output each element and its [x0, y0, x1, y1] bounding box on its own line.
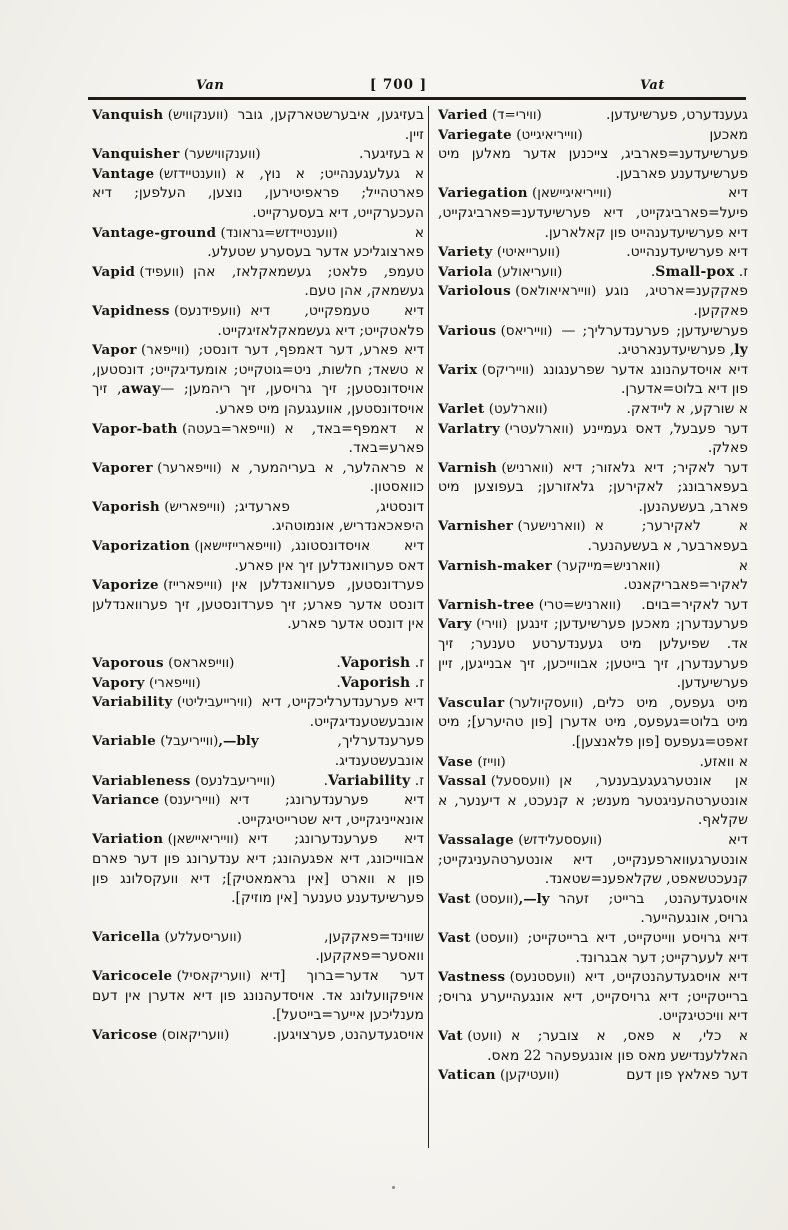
gloss: דיא גרויסע ווייטקייט, דיא ברייטקייט; דיא לעערקייט; דער אבגרונד.	[527, 929, 748, 966]
gloss: פערענדערן; מאכען פערשיעדען; זינגען אד. שפיעלען מיט געענדערטע טענער; זיך פערענדערן, זיך בייטען; אבווייכען, זיך אבנייגען, זיין פערשיעדען.	[438, 616, 748, 692]
pronunciation: (וועריסעללע)	[164, 929, 242, 945]
headword	[92, 928, 242, 948]
pronunciation: (ווענקוויש)	[167, 108, 229, 123]
pronunciation: (ווארניש=מייקער)	[556, 558, 661, 574]
headword-text: Varix	[438, 361, 478, 378]
headword-text: Vapidness	[92, 302, 170, 319]
dictionary-entry	[92, 106, 424, 145]
pronunciation: (ווייריאיגייט)	[516, 127, 583, 143]
scan-artifact-dot	[392, 1186, 395, 1189]
headword-text: Vantage	[92, 165, 155, 182]
gloss: א לאקירער; א בעפארבער, א בעשעהנער.	[587, 518, 748, 555]
dictionary-entry	[438, 322, 748, 361]
headword	[438, 106, 542, 126]
pronunciation: (ווייפאר)	[140, 343, 190, 359]
gloss: דיא אונטערגעווארפענקייט, דיא אונטערטהעניגקייט; קנעכטשאפט, שקלאפענ=שטאנד.	[438, 831, 748, 888]
pronunciation: (ווייפארער)	[157, 460, 222, 476]
headword-text: Varicose	[92, 1026, 158, 1043]
headword-text: Variety	[438, 244, 493, 261]
dictionary-entry	[92, 732, 424, 771]
gloss: דיא פערשיעדענהייט.	[626, 244, 748, 261]
dictionary-entry	[92, 772, 424, 792]
gloss: בעזיגען, איבערשטארקען, גובר זיין.	[237, 107, 424, 143]
headword-text: Variance	[92, 792, 160, 809]
dictionary-entry	[92, 674, 424, 694]
dictionary-entry	[438, 557, 748, 596]
headword-text: Vapor-bath	[92, 420, 178, 437]
headword	[92, 830, 239, 850]
headword	[92, 537, 282, 557]
pronunciation: (וועריקאסיל)	[176, 968, 252, 984]
gloss: ז. Vaporish.	[336, 655, 424, 672]
pronunciation: (ווארלעטרי)	[504, 421, 574, 437]
dictionary-entry	[438, 400, 748, 420]
headword-text: Vantage-ground	[92, 224, 217, 241]
gloss: אן אונטערגעגעבענער, אן אונטערטהעניגטער מענש; א קנעכט, א דיענער, א שקלאף.	[438, 773, 748, 829]
dictionary-entry	[438, 1027, 748, 1066]
headword-text: Vastness	[438, 969, 506, 986]
pronunciation: (ווייריענס)	[163, 793, 221, 809]
dictionary-entry	[92, 145, 424, 165]
headword-text: Vapor	[92, 342, 137, 359]
pronunciation: (וועט)	[467, 1028, 503, 1044]
pronunciation: (ווייריעבל)	[160, 734, 219, 750]
gloss: דיא פערענדערונג; דיא אבווייכונג, דיא אפגעהונג; דיא ענדערונג פון דער פארם פון א ווארט [אין גראמאטיק]; דיא וועקסלונג פון פערשיעדענע טענער [אין מוזיק].	[92, 831, 424, 907]
pronunciation: (ווארניש)	[501, 460, 554, 476]
dictionary-entry	[92, 830, 424, 908]
gloss: א בעזיגער.	[358, 146, 424, 163]
gloss: א געלעגענהייט; א נוץ, א פארטהייל; פראפיטירען, נוצען, העלפען; דיא העכערקייט, דיא בעסערקייט.	[92, 165, 424, 221]
dictionary-entry	[438, 282, 748, 321]
headword	[92, 224, 338, 244]
headword	[438, 831, 602, 851]
headword	[92, 106, 229, 126]
gloss: דיא פערענדערונג; דיא אונאייניגקייט, דיא שטרייטיגקייט.	[229, 792, 424, 828]
gloss: דער פעבעל, דאס געמיינע פאלק.	[582, 420, 748, 457]
headword	[438, 557, 660, 577]
dictionary-entry	[438, 184, 748, 243]
dictionary-entry	[438, 929, 748, 968]
text-columns	[92, 106, 748, 1148]
dictionary-entry	[438, 517, 748, 556]
pronunciation: (ווייריאיישאן)	[167, 832, 239, 848]
headword-text: Varlet	[438, 400, 485, 417]
pronunciation: (ווארנישער)	[517, 519, 586, 535]
headword-text: Vaporer	[92, 459, 153, 476]
pronunciation: (וועפיד)	[139, 264, 185, 280]
dictionary-entry	[92, 576, 424, 635]
headword	[438, 322, 553, 342]
headword	[92, 341, 190, 361]
headword-text: Variable	[92, 733, 157, 750]
headword-text: Varied	[438, 107, 488, 123]
headword	[92, 791, 220, 811]
headword	[438, 420, 574, 440]
headword	[92, 145, 261, 165]
dictionary-entry	[438, 596, 748, 616]
headword	[92, 732, 259, 752]
pronunciation: (וועסט)	[475, 930, 519, 946]
gloss: מאכען פערשיעדענ=פארביג, צייכנען אדער מאלען מיט פערשיעדענע פארבען.	[438, 126, 748, 182]
gloss: דיא פארע, דער דאמפף, דער דונסט; א טשאד; חלשות, ניט=גוטקייט; אומעדיגקייט; דונסטען, אויסדונסטען; זיך גרויסען, זיך ריהמען; —away, זיך אויסדונסטען, אוועגגעהן מיט פארע.	[92, 342, 424, 417]
pronunciation: (ווערייאיטי)	[496, 245, 561, 261]
dictionary-entry	[438, 890, 748, 929]
dictionary-entry	[92, 420, 424, 459]
dictionary-entry	[438, 831, 748, 890]
headword-text: Varnish-maker	[438, 557, 553, 574]
gloss: דיא פיעל=פארביגקייט, דיא פערשיעדענ=פארביגקייט, דיא פערשיעדענהייט פון קאלארען.	[438, 185, 748, 241]
pronunciation: (ווייראיאולאס)	[515, 284, 597, 300]
dictionary-entry	[438, 106, 748, 126]
gloss: געענדערט, פערשיעדען.	[606, 107, 748, 123]
headword	[92, 772, 275, 792]
headword-text: Vassalage	[438, 831, 514, 848]
headword	[438, 772, 550, 792]
headword-text: Variola	[438, 263, 493, 280]
gloss: דער לאקיר=בוים.	[641, 596, 748, 613]
headword-text: Vast	[438, 890, 471, 907]
headword	[438, 184, 612, 204]
pronunciation: (וועטיקען)	[500, 1068, 560, 1084]
headword	[92, 498, 225, 518]
headword-text: Vast	[438, 929, 471, 946]
gloss: א פארצוגליכע אדער בעסערע שטעלע.	[207, 224, 424, 261]
dictionary-entry	[92, 1026, 424, 1046]
headword-text: Vapory	[92, 674, 145, 691]
pronunciation: (ווענטיידזש=גראונד)	[220, 225, 338, 241]
pronunciation: (ווענקווישער)	[183, 147, 261, 163]
pronunciation: (ווייפאראס)	[168, 656, 235, 672]
headword-text: Vaporization	[92, 538, 191, 555]
pronunciation: (ווארלעט)	[488, 401, 548, 417]
dictionary-entry	[438, 968, 748, 1027]
headword-text: Varicocele	[92, 967, 173, 984]
headword-text: Variation	[92, 831, 164, 848]
gloss: דיא אויסדעהנונג אדער שפרענגונג פון דיא בלוט=אדערן.	[543, 361, 748, 398]
dictionary-entry	[438, 126, 748, 185]
pronunciation: (וועססעל)	[490, 774, 551, 790]
pronunciation: (ווייפארי)	[149, 675, 201, 691]
header-rule	[88, 97, 746, 100]
dictionary-entry	[438, 615, 748, 693]
headword	[92, 576, 222, 596]
headword-text: Varnish	[438, 459, 498, 476]
headword-text: Variegation	[438, 185, 528, 202]
gloss: ז. Variability.	[323, 772, 424, 789]
gloss: א שורקע, א ליידאק.	[626, 400, 748, 417]
gloss: דיא אויסגעדעהנטקייט, דיא ברייטקייט; דיא גרויסקייט, דיא אונגעהייערע גרויס; דיא וויכטיגקייט.	[438, 969, 748, 1025]
gloss: א כלי, א פאס, א צובער; א האללענדישע מאס פון אונגעפעהר 22 מאס.	[487, 1027, 748, 1064]
page-number: [ 700 ]	[369, 77, 428, 93]
dictionary-entry	[92, 693, 424, 732]
dictionary-entry	[92, 791, 424, 830]
headword	[438, 929, 519, 949]
headword	[92, 302, 241, 322]
headword	[438, 1027, 502, 1047]
dictionary-entry	[438, 772, 748, 831]
headword	[92, 693, 253, 713]
gloss: א וואזע.	[699, 753, 748, 770]
headword-text: Various	[438, 322, 497, 339]
headword-text: Variolous	[438, 283, 511, 300]
dictionary-entry	[92, 341, 424, 419]
pronunciation: (ווייפאר=בעטה)	[181, 421, 276, 437]
gloss: פערשיעדען; פערענדערליך; —ly, פערשיעדענארטיג.	[561, 322, 748, 359]
gloss: א פראהלער, א בעריהמער, א כוואסטון.	[230, 459, 424, 496]
pronunciation: (ווירייעביליטי)	[176, 695, 253, 711]
pronunciation: (ווייריקס)	[481, 362, 535, 378]
headword	[438, 968, 576, 988]
dictionary-entry	[92, 302, 424, 341]
gloss: שווינד=פאקקען, וואסער=פאקקען.	[315, 928, 424, 965]
headword-text: Vassal	[438, 773, 487, 790]
pronunciation: (וועריקאוס)	[161, 1027, 230, 1043]
headword	[438, 615, 507, 635]
pronunciation: (ווענטיידזש)	[158, 166, 227, 182]
gloss: א דאמפף=באד, א פארע=באד.	[284, 420, 424, 457]
headword	[92, 263, 184, 283]
headword	[92, 459, 222, 479]
pronunciation: (וועסט)	[475, 891, 519, 907]
gloss: דער פאלאץ פון דעם	[626, 1067, 748, 1084]
running-head-right: Vat	[640, 78, 665, 93]
dictionary-entry	[92, 928, 424, 967]
headword-text: Varicella	[92, 928, 161, 945]
dictionary-entry	[438, 420, 748, 459]
pronunciation: (ווייריעבלנעס)	[194, 773, 276, 789]
gloss: ז. Small-pox.	[650, 263, 748, 280]
headword	[438, 1066, 559, 1086]
headword-text: Vapid	[92, 263, 136, 280]
dictionary-entry	[438, 263, 748, 283]
pronunciation: (וועסטנעס)	[509, 970, 576, 986]
pronunciation: (ווירי=ד)	[491, 108, 542, 123]
pronunciation: (ווייריאיגיישאן)	[532, 186, 612, 202]
headword-text: Vat	[438, 1027, 463, 1044]
headword-text: Varnisher	[438, 518, 514, 535]
dictionary-entry	[92, 654, 424, 674]
pronunciation: (ווייפארייז)	[163, 578, 223, 594]
dictionary-entry	[92, 224, 424, 263]
dictionary-entry	[92, 967, 424, 1026]
gloss: דונסטיג, פארעדיג; היפאכאנדריש, אונמוטהיג.	[234, 498, 424, 535]
dictionary-entry	[92, 165, 424, 224]
headword-suffix: ,—bly	[218, 733, 259, 750]
pronunciation: (ווייריאס)	[500, 323, 553, 339]
gloss: טעמפ, פלאט; געשמאקלאז, אהן געשמאק, אהן טעם.	[193, 263, 424, 300]
gloss: אויסגעדעהנט, ברייט; זעהר גרויס, אונגעהייער.	[558, 890, 748, 927]
gloss: א לאקיר=פאבריקאנט.	[623, 557, 748, 594]
pronunciation: (ווייז)	[477, 754, 506, 770]
dictionary-entry	[438, 459, 748, 518]
dictionary-entry	[92, 459, 424, 498]
dictionary-entry	[438, 694, 748, 753]
headword	[438, 459, 553, 479]
gloss: דער אדער=ברוך [דיא אויפקוועלונג אד. אויסדעהנונג פון דיא אדערן אין דעם מענליכען אייער=בייטעל].	[92, 967, 424, 1024]
gloss: מיט געפעס, מיט כלים, מיט בלוט=געפעס, מיט אדערן [פון טהיערע]; מיט זאפט=געפעס [פון פלאנצען].	[438, 694, 748, 750]
headword-text: Vaporous	[92, 655, 164, 672]
headword-text: Vanquisher	[92, 146, 180, 163]
pronunciation: (ווארניש=טרי)	[538, 597, 622, 613]
gloss: דער לאקיר; דיא גלאזור; דיא בעפארבונג; לאקירען; גלאזורען; בעפוצען מיט פארב, בעשעהנען.	[438, 459, 748, 515]
headword-text: Variegate	[438, 126, 512, 143]
gloss: דיא אויסדונסטונג, דאס פערוואנדלען זיך אין פארע.	[234, 538, 424, 574]
headword	[438, 694, 583, 714]
pronunciation: (וועפידנעס)	[173, 303, 242, 319]
dictionary-entry	[92, 263, 424, 302]
headword-text: Vase	[438, 753, 474, 770]
right-column column-divider	[428, 106, 748, 1148]
headword-text: Varlatry	[438, 420, 501, 437]
dictionary-entry	[438, 1066, 748, 1086]
headword-text: Varnish-tree	[438, 596, 535, 613]
headword-text: Variability	[92, 694, 173, 711]
headword-text: Vaporish	[92, 498, 160, 515]
pronunciation: (ווייפארייזיישאן)	[194, 539, 282, 555]
dictionary-entry	[92, 498, 424, 537]
gloss: ז. Vaporish.	[336, 674, 424, 691]
gloss: דיא פערענדערליכקייט, דיא אונבעשטענדיגקייט.	[261, 694, 424, 730]
pronunciation: (וועריאולע)	[497, 264, 563, 280]
headword-text: Vary	[438, 616, 472, 633]
dictionary-entry	[438, 361, 748, 400]
headword	[438, 596, 621, 616]
gloss: אויסגעדעהנט, פערצויגען.	[272, 1026, 424, 1043]
headword	[92, 674, 201, 694]
headword	[92, 165, 226, 185]
headword	[438, 753, 506, 773]
dictionary-entry	[438, 243, 748, 263]
headword	[438, 282, 596, 302]
headword-suffix: ,—ly	[518, 890, 550, 907]
gloss: דיא טעמפקייט, דיא פלאטקייט; דיא געשמאקלאזיגקייט.	[217, 302, 424, 339]
headword-text: Variableness	[92, 772, 191, 789]
left-column	[92, 106, 428, 1148]
gloss: פערענדערליך, אונבעשטענדיג.	[334, 733, 424, 769]
headword	[438, 126, 583, 146]
headword	[92, 420, 275, 440]
gloss: פאקקענ=ארטיג, נוגע פאקקען.	[605, 283, 748, 319]
pronunciation: (וועססעלידזש)	[518, 832, 603, 848]
headword	[92, 654, 234, 674]
dictionary-entry	[438, 753, 748, 773]
headword	[92, 967, 251, 987]
dictionary-entry	[92, 537, 424, 576]
headword-text: Vaporize	[92, 577, 159, 594]
headword	[92, 1026, 229, 1046]
headword	[438, 263, 562, 283]
headword	[438, 400, 548, 420]
headword-text: Vascular	[438, 694, 505, 711]
headword	[438, 890, 549, 910]
pronunciation: (ווייפאריש)	[164, 499, 226, 515]
headword-text: Vatican	[438, 1067, 496, 1084]
headword	[438, 361, 534, 381]
running-head-left: Van	[196, 78, 225, 93]
gloss: פערדונסטען, פערוואנדלען אין דונסט אדער פארע; זיך פערדונסטען, זיך פערוואנדלען אין דונסט אדער פארע.	[92, 577, 424, 633]
headword	[438, 517, 586, 537]
headword-text: Vanquish	[92, 107, 164, 123]
pronunciation: (ווירי)	[476, 617, 508, 633]
headword	[438, 243, 560, 263]
pronunciation: (וועסקיולער)	[508, 695, 584, 711]
